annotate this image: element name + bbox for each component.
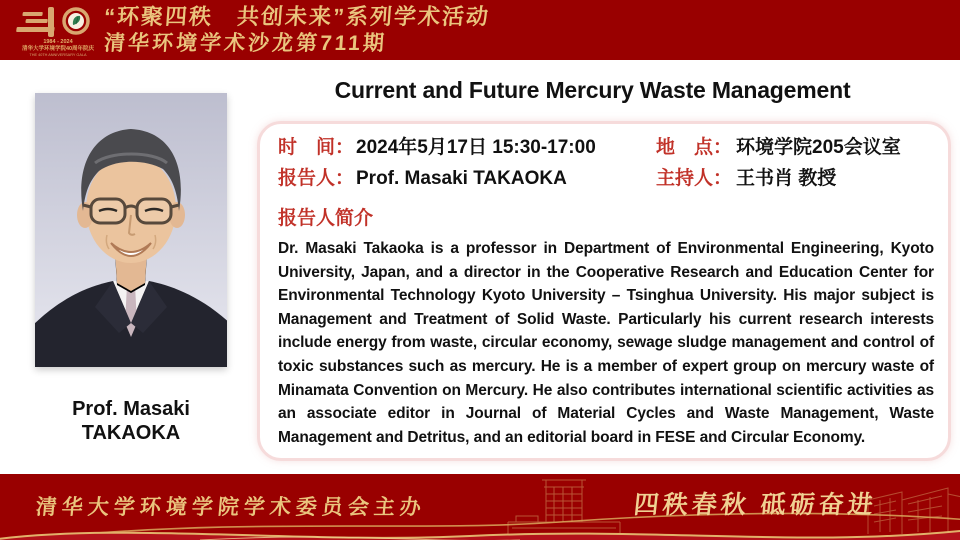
time-label: 时 间： — [278, 137, 355, 158]
top-banner — [0, 0, 960, 60]
organizer-text: 清华大学环境学院学术委员会主办 — [34, 496, 427, 519]
photo-caption-line2: TAKAOKA — [81, 422, 181, 444]
time-value: 2024年5月17日 15:30-17:00 — [356, 137, 596, 158]
info-box-content — [278, 132, 932, 449]
logo-anniversary-cn: 清华大学环境学院40周年院庆 — [21, 46, 95, 52]
bottom-banner — [0, 474, 960, 540]
speaker-label: 报告人： — [278, 168, 355, 189]
venue-value: 环境学院205会议室 — [736, 137, 901, 158]
speaker-bio: Dr. Masaki Takaoka is a professor in Department of Environmental Engineering, Kyoto University, Japan, and a director in the Cooperative Research and Education Center for Environmental Technology Kyoto University – Tsinghua University. His major subject is Management and Treatment of Solid Waste. Particularly his current research interests include energy from waste, circular economy, sewage sludge management and control of toxic substances such as mercury. He is a member of expert group on mercury waste of Minamata Convention on Mercury. He also contributes international scientific activities as an associate editor in Journal of Material Cycles and Waste Management, Waste Management and Detritus, and an editorial board in FESE and Circular Economy. — [278, 240, 934, 446]
salon-issue-title: 清华环境学术沙龙第711期 — [103, 32, 388, 55]
bio-heading: 报告人简介 — [278, 208, 374, 229]
info-grid — [278, 132, 932, 190]
host-label: 主持人： — [656, 168, 733, 189]
anniversary-40-logo-icon — [10, 4, 106, 58]
speaker-photo — [35, 93, 227, 367]
logo-anniversary-en: THE 40TH ANNIVERSARY GALA — [29, 53, 87, 57]
series-title: “环聚四秩 共创未来”系列学术活动 — [103, 4, 491, 29]
venue-label: 地 点： — [656, 137, 733, 158]
host-value: 王书肖 教授 — [736, 168, 837, 189]
seminar-title: Current and Future Mercury Waste Management — [334, 77, 851, 103]
photo-caption — [25, 397, 237, 445]
speaker-value: Prof. Masaki TAKAOKA — [356, 168, 567, 189]
top-banner-text — [104, 3, 490, 57]
photo-caption-line1: Prof. Masaki — [72, 398, 190, 420]
logo-years: 1984 - 2024 — [43, 39, 73, 45]
slogan-text: 四秩春秋 砥砺奋进 — [632, 491, 879, 519]
